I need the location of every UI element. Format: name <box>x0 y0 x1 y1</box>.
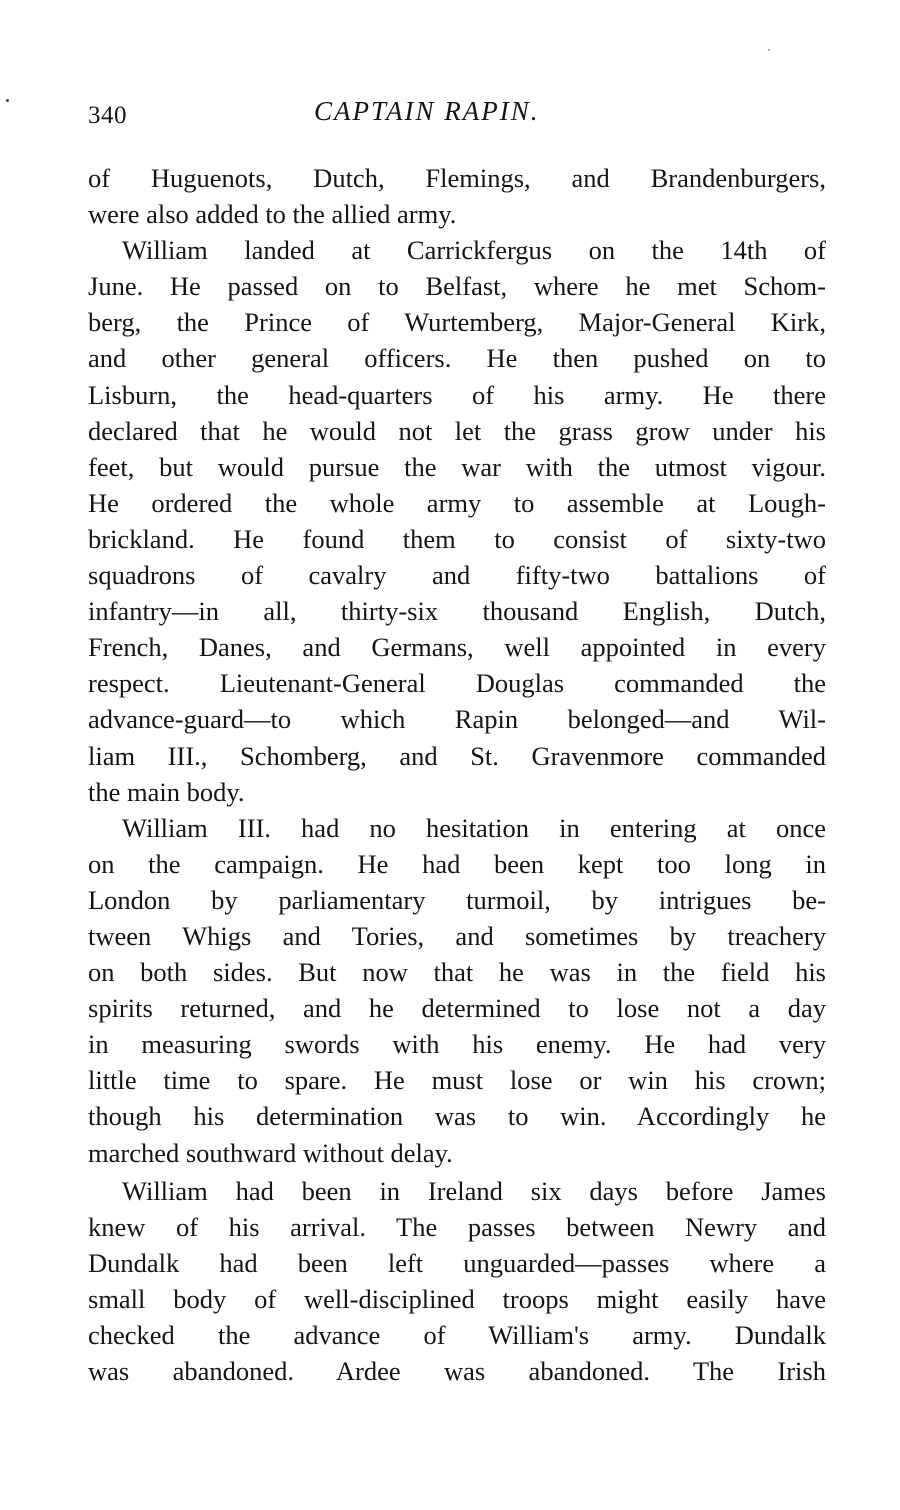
text-line: on both sides. But now that he was in the field his <box>88 957 826 988</box>
text-line: berg, the Prince of Wurtemberg, Major-General Kirk, <box>88 307 826 338</box>
text-line: marched southward without delay. <box>88 1137 453 1168</box>
text-line: brickland. He found them to consist of sixty-two <box>88 523 826 554</box>
text-line: liam III., Schomberg, and St. Gravenmore commanded <box>88 740 826 771</box>
text-line: London by parliamentary turmoil, by intrigues be- <box>88 884 826 915</box>
text-line: checked the advance of William's army. Dundalk <box>88 1320 826 1350</box>
text-line: and other general officers. He then pushed on to <box>88 343 826 374</box>
text-line: June. He passed on to Belfast, where he met Schom- <box>88 271 826 302</box>
paragraph <box>88 1173 826 1390</box>
text-line: advance-guard—to which Rapin belonged—and Wil- <box>88 704 826 735</box>
text-line: of Huguenots, Dutch, Flemings, and Brandenburgers, <box>88 163 826 193</box>
text-line: infantry—in all, thirty-six thousand English, Dutch, <box>88 596 826 627</box>
print-speck <box>6 99 9 102</box>
text-line: French, Danes, and Germans, well appointed in every <box>88 632 826 663</box>
body-text <box>88 160 826 1389</box>
text-line: squadrons of cavalry and fifty-two battalions of <box>88 560 826 591</box>
text-line: small body of well-disciplined troops might easily have <box>88 1283 826 1314</box>
running-title: CAPTAIN RAPIN. <box>314 96 540 126</box>
page-number: 340 <box>88 102 127 129</box>
page-header <box>88 96 828 136</box>
text-line: in measuring swords with his enemy. He had very <box>88 1029 826 1060</box>
text-line: was abandoned. Ardee was abandoned. The Irish <box>88 1356 826 1387</box>
text-line: tween Whigs and Tories, and sometimes by treachery <box>88 920 826 951</box>
text-line: spirits returned, and he determined to lose not a day <box>88 993 826 1024</box>
paragraph <box>88 810 826 1171</box>
text-line: were also added to the allied army. <box>88 199 457 230</box>
text-line: feet, but would pursue the war with the utmost vigour. <box>88 451 826 482</box>
text-line: little time to spare. He must lose or win his crown; <box>88 1065 826 1096</box>
text-line: on the campaign. He had been kept too long in <box>88 848 826 879</box>
text-line: William landed at Carrickfergus on the 14th of <box>122 235 826 266</box>
text-line: the main body. <box>88 776 245 807</box>
paragraph <box>88 160 826 232</box>
text-line: William III. had no hesitation in entering at once <box>122 812 826 843</box>
text-line: respect. Lieutenant-General Douglas commanded the <box>88 668 826 699</box>
text-line: He ordered the whole army to assemble at Lough- <box>88 487 826 518</box>
print-speck <box>768 49 770 51</box>
text-line: knew of his arrival. The passes between Newry and <box>88 1211 826 1242</box>
paragraph <box>88 232 826 810</box>
text-line: Dundalk had been left unguarded—passes where a <box>88 1247 826 1278</box>
text-line: Lisburn, the head-quarters of his army. He there <box>88 379 826 410</box>
text-line: declared that he would not let the grass grow under his <box>88 415 826 446</box>
text-line: though his determination was to win. Accordingly he <box>88 1101 826 1132</box>
text-line: William had been in Ireland six days before James <box>122 1175 826 1206</box>
